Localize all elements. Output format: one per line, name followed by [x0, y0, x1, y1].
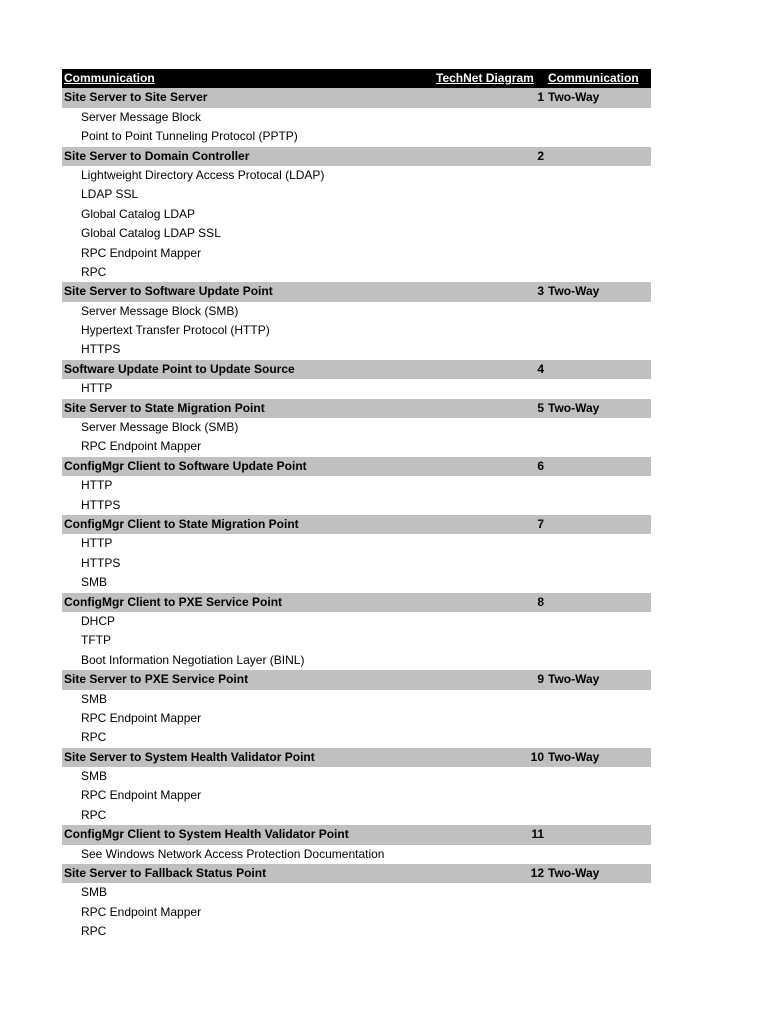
communication-direction: Two-Way — [548, 866, 600, 881]
table-row-protocol — [62, 903, 651, 922]
protocol-name: RPC Endpoint Mapper — [81, 904, 202, 919]
group-title: Site Server to Fallback Status Point — [64, 866, 267, 881]
table-row-protocol — [62, 612, 651, 631]
table-row-protocol — [62, 321, 651, 340]
table-row-protocol — [62, 845, 651, 864]
group-title: Site Server to Site Server — [64, 90, 208, 105]
table-row-protocol — [62, 806, 651, 825]
protocol-name: HTTPS — [81, 497, 121, 512]
protocol-name: RPC Endpoint Mapper — [81, 439, 202, 454]
table-row-protocol — [62, 166, 651, 185]
table-row-protocol — [62, 786, 651, 805]
table-body — [62, 88, 651, 941]
diagram-number: 12 — [530, 866, 544, 881]
table-row-protocol — [62, 437, 651, 456]
table-row-protocol — [62, 185, 651, 204]
table-row-protocol — [62, 728, 651, 747]
group-title: Site Server to Domain Controller — [64, 148, 250, 163]
protocol-name: Point to Point Tunneling Protocol (PPTP) — [81, 129, 298, 144]
diagram-number: 5 — [537, 400, 544, 415]
header-communication-direction: Communication — [548, 71, 639, 85]
table-row-group — [62, 670, 651, 689]
protocol-name: See Windows Network Access Protection Documentation — [81, 846, 385, 861]
communication-table — [62, 69, 651, 942]
group-title: ConfigMgr Client to PXE Service Point — [64, 594, 283, 609]
protocol-name: RPC — [81, 264, 107, 279]
table-row-protocol — [62, 205, 651, 224]
group-title: ConfigMgr Client to Software Update Point — [64, 458, 307, 473]
protocol-name: Lightweight Directory Access Protocal (LDAP) — [81, 167, 325, 182]
diagram-number: 4 — [537, 361, 544, 376]
header-communication: Communication — [64, 71, 155, 85]
table-row-group — [62, 515, 651, 534]
table-row-group — [62, 88, 651, 107]
table-row-protocol — [62, 476, 651, 495]
protocol-name: Server Message Block (SMB) — [81, 420, 239, 435]
protocol-name: HTTPS — [81, 555, 121, 570]
table-row-group — [62, 282, 651, 301]
table-row-protocol — [62, 922, 651, 941]
protocol-name: SMB — [81, 885, 108, 900]
protocol-name: Server Message Block (SMB) — [81, 303, 239, 318]
protocol-name: RPC — [81, 807, 107, 822]
group-title: ConfigMgr Client to State Migration Point — [64, 516, 299, 531]
table-row-protocol — [62, 767, 651, 786]
diagram-number: 6 — [537, 458, 544, 473]
diagram-number: 2 — [537, 148, 544, 163]
table-row-group — [62, 147, 651, 166]
table-row-protocol — [62, 554, 651, 573]
diagram-number: 1 — [537, 90, 544, 105]
diagram-number: 10 — [530, 749, 544, 764]
table-row-group — [62, 864, 651, 883]
table-row-group — [62, 360, 651, 379]
protocol-name: Boot Information Negotiation Layer (BINL) — [81, 652, 305, 667]
diagram-number: 8 — [537, 594, 544, 609]
table-row-group — [62, 748, 651, 767]
protocol-name: TFTP — [81, 633, 111, 648]
protocol-name: RPC Endpoint Mapper — [81, 710, 202, 725]
protocol-name: Server Message Block — [81, 109, 202, 124]
diagram-number: 7 — [537, 516, 544, 531]
table-row-protocol — [62, 418, 651, 437]
table-row-protocol — [62, 244, 651, 263]
protocol-name: Hypertext Transfer Protocol (HTTP) — [81, 323, 270, 338]
table-row-protocol — [62, 263, 651, 282]
table-row-protocol — [62, 496, 651, 515]
table-row-protocol — [62, 631, 651, 650]
table-row-protocol — [62, 379, 651, 398]
diagram-number: 9 — [537, 672, 544, 687]
table-row-group — [62, 399, 651, 418]
communication-direction: Two-Way — [548, 400, 600, 415]
group-title: Site Server to System Health Validator Point — [64, 749, 315, 764]
table-row-protocol — [62, 573, 651, 592]
communication-direction: Two-Way — [548, 749, 600, 764]
table-row-protocol — [62, 224, 651, 243]
protocol-name: SMB — [81, 769, 108, 784]
protocol-name: Global Catalog LDAP — [81, 206, 196, 221]
group-title: ConfigMgr Client to System Health Validator Point — [64, 827, 349, 842]
communication-direction: Two-Way — [548, 284, 600, 299]
table-row-protocol — [62, 302, 651, 321]
communication-direction: Two-Way — [548, 90, 600, 105]
protocol-name: DHCP — [81, 613, 116, 628]
protocol-name: HTTP — [81, 478, 113, 493]
protocol-name: LDAP SSL — [81, 187, 139, 202]
table-row-protocol — [62, 108, 651, 127]
protocol-name: RPC Endpoint Mapper — [81, 788, 202, 803]
table-row-group — [62, 593, 651, 612]
table-row-group — [62, 457, 651, 476]
table-header-row — [62, 69, 651, 88]
protocol-name: SMB — [81, 575, 108, 590]
table-row-protocol — [62, 340, 651, 359]
protocol-name: SMB — [81, 691, 108, 706]
header-technet-diagram: TechNet Diagram — [436, 71, 534, 85]
table-row-protocol — [62, 709, 651, 728]
table-row-protocol — [62, 690, 651, 709]
group-title: Site Server to Software Update Point — [64, 284, 273, 299]
communication-direction: Two-Way — [548, 672, 600, 687]
protocol-name: HTTP — [81, 381, 113, 396]
table-row-protocol — [62, 534, 651, 553]
table-row-protocol — [62, 651, 651, 670]
protocol-name: RPC — [81, 924, 107, 939]
diagram-number: 11 — [531, 827, 544, 842]
protocol-name: RPC — [81, 730, 107, 745]
group-title: Site Server to PXE Service Point — [64, 672, 249, 687]
protocol-name: Global Catalog LDAP SSL — [81, 226, 221, 241]
group-title: Software Update Point to Update Source — [64, 361, 295, 376]
protocol-name: RPC Endpoint Mapper — [81, 245, 202, 260]
group-title: Site Server to State Migration Point — [64, 400, 265, 415]
table-row-group — [62, 825, 651, 844]
table-row-protocol — [62, 127, 651, 146]
protocol-name: HTTP — [81, 536, 113, 551]
protocol-name: HTTPS — [81, 342, 121, 357]
table-row-protocol — [62, 883, 651, 902]
diagram-number: 3 — [537, 284, 544, 299]
